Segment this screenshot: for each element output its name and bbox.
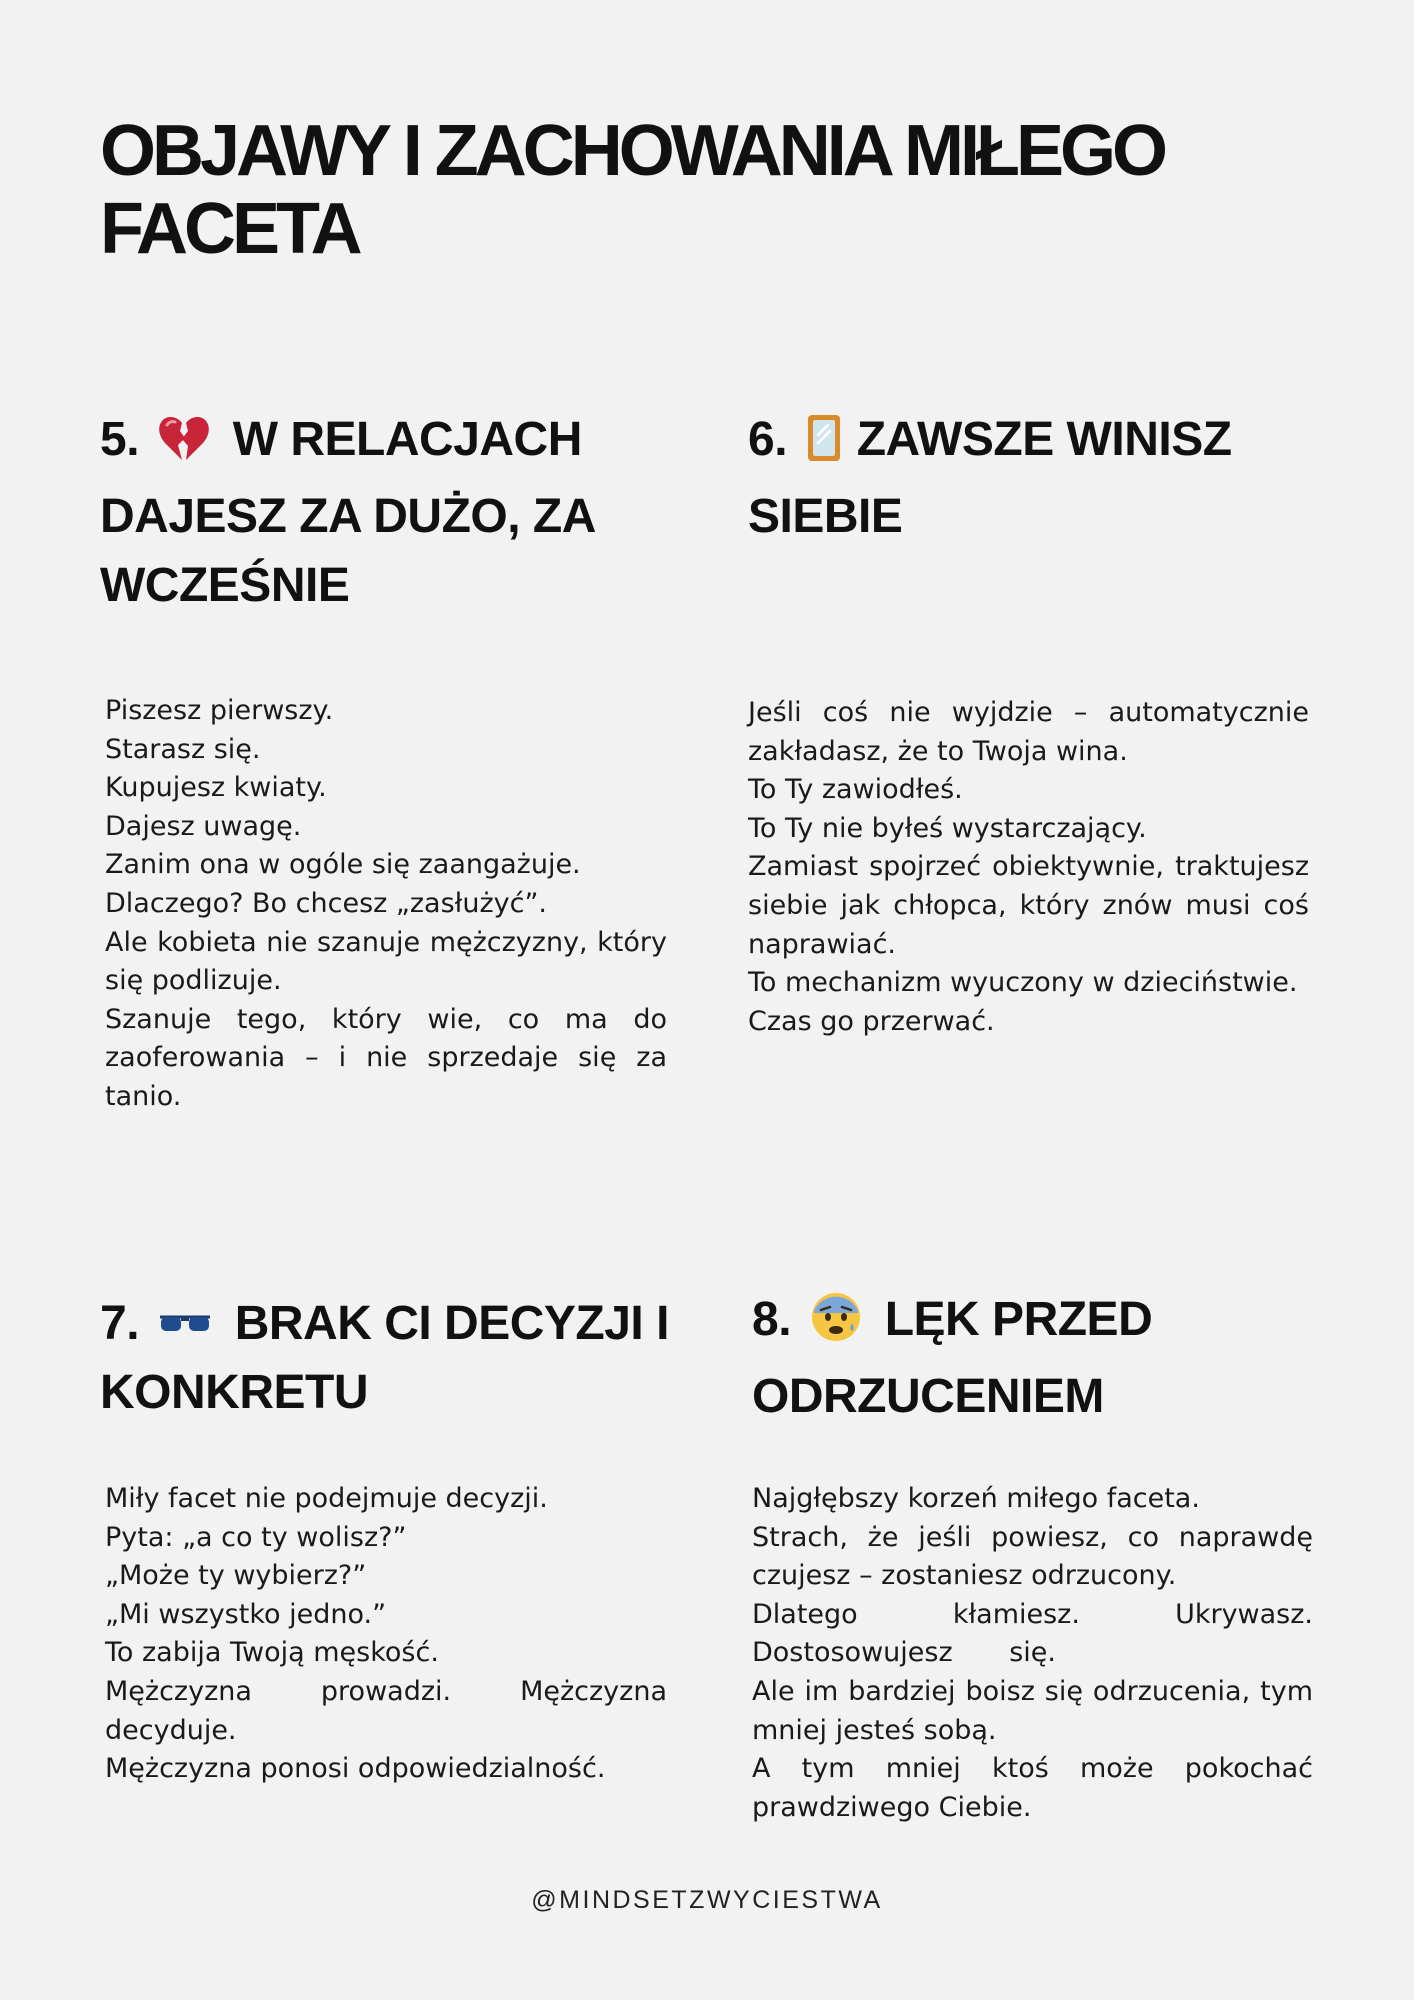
anxious-face-icon — [810, 1291, 862, 1362]
section-heading-5 — [100, 405, 700, 620]
section-heading-6 — [748, 405, 1308, 551]
mirror-icon — [806, 413, 842, 482]
section-heading-text: W RELACJACH DAJESZ ZA DUŻO, ZA WCZEŚNIE — [100, 413, 595, 612]
body-line: To Ty nie byłeś wystarczający. — [748, 812, 1147, 844]
section-body-6 — [748, 694, 1309, 1041]
body-line: Zamiast spojrzeć obiektywnie, traktujesz siebie jak chłopca, który znów musi coś naprawiać. — [748, 851, 1309, 960]
body-line: Najgłębszy korzeń miłego faceta. — [752, 1483, 1200, 1514]
sunglasses-icon — [158, 1285, 212, 1354]
section-heading-7 — [100, 1285, 700, 1427]
body-line: Szanuje tego, który wie, co ma do zaoferowania – i nie sprzedaje się za tanio. — [105, 1003, 667, 1112]
body-line: Dlaczego? Bo chcesz „zasłużyć”. — [105, 887, 548, 919]
section-number: 6. — [748, 413, 788, 466]
section-heading-text: LĘK PRZED ODRZUCENIEM — [752, 1293, 1153, 1423]
footer-handle: @MINDSETZWYCIESTWA — [531, 1886, 883, 1914]
section-number: 5. — [100, 413, 140, 466]
section-heading-8 — [752, 1285, 1312, 1431]
body-line: Starasz się. — [105, 733, 261, 765]
body-line: Dlatego kłamiesz. Ukrywasz. Dostosowujesz się. — [752, 1598, 1313, 1669]
body-line: Pyta: „a co ty wolisz?” — [105, 1521, 407, 1553]
body-line: Piszesz pierwszy. — [105, 695, 334, 726]
section-body-8 — [752, 1480, 1313, 1827]
section-heading-text: ZAWSZE WINISZ SIEBIE — [748, 413, 1232, 543]
section-number: 8. — [752, 1293, 792, 1346]
body-line: To zabija Twoją męskość. — [105, 1637, 439, 1669]
body-line: Ale im bardziej boisz się odrzucenia, tym mniej jesteś sobą. — [752, 1675, 1313, 1746]
body-line: Kupujesz kwiaty. — [105, 772, 327, 804]
section-body-7 — [105, 1480, 667, 1789]
body-line: Mężczyzna prowadzi. Mężczyzna decyduje. — [105, 1675, 667, 1746]
section-number: 7. — [100, 1297, 140, 1350]
page-title: OBJAWY I ZACHOWANIA MIŁEGO FACETA — [100, 111, 1165, 269]
body-line: A tym mniej ktoś może pokochać prawdziwego Ciebie. — [752, 1753, 1313, 1823]
body-line: Czas go przerwać. — [748, 1005, 995, 1037]
body-line: Strach, że jeśli powiesz, co naprawdę czujesz – zostaniesz odrzucony. — [752, 1521, 1313, 1592]
body-line: To mechanizm wyuczony w dzieciństwie. — [748, 967, 1298, 999]
body-line: To Ty zawiodłeś. — [748, 774, 963, 806]
body-line: Dajesz uwagę. — [105, 810, 302, 842]
body-line: Mężczyzna ponosi odpowiedzialność. — [105, 1753, 606, 1785]
section-heading-text: BRAK CI DECYZJI I KONKRETU — [100, 1297, 669, 1419]
body-line: „Może ty wybierz?” — [105, 1560, 367, 1592]
body-line: Jeśli coś nie wyjdzie – automatycznie zakładasz, że to Twoja wina. — [748, 697, 1309, 767]
body-line: „Mi wszystko jedno.” — [105, 1598, 387, 1630]
body-line: Zanim ona w ogóle się zaangażuje. — [105, 849, 581, 881]
section-body-5 — [105, 692, 667, 1117]
body-line: Ale kobieta nie szanuje mężczyzny, który się podlizuje. — [105, 926, 667, 997]
body-line: Miły facet nie podejmuje decyzji. — [105, 1483, 548, 1514]
broken-heart-icon — [158, 413, 210, 482]
